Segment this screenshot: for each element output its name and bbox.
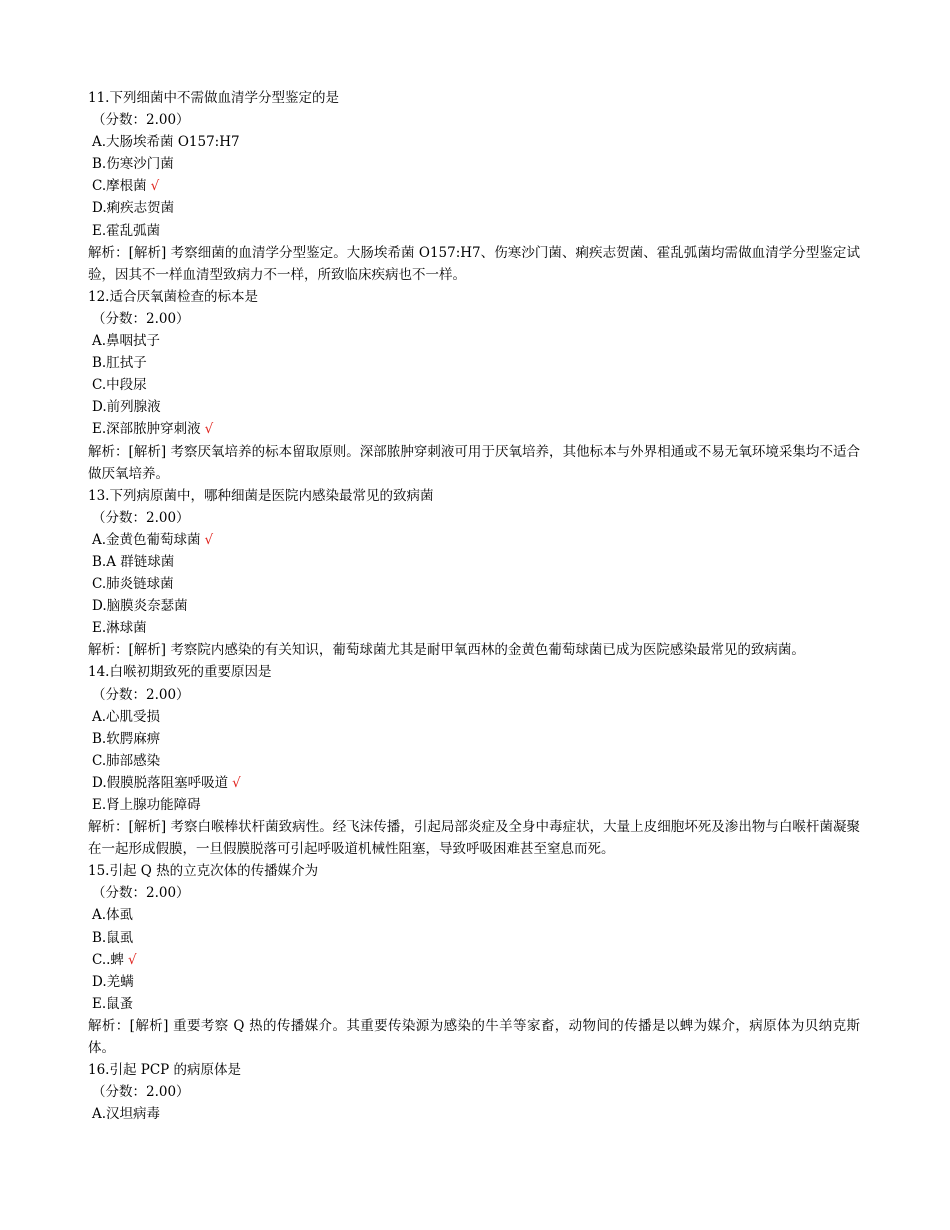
answer-analysis: 解析：[解析] 考察厌氧培养的标本留取原则。深部脓肿穿刺液可用于厌氧培养，其他标本与外界相通或不易无氧环境采集均不适合做厌氧培养。 <box>88 443 860 482</box>
answer-option-text: D.痢疾志贺菌 <box>92 200 175 217</box>
answer-option <box>88 131 860 153</box>
question-score: （分数：2.00） <box>92 509 190 526</box>
question-title: 11.下列细菌中不需做血清学分型鉴定的是 <box>88 90 339 106</box>
answer-option <box>88 175 860 197</box>
answer-option-text: B.A 群链球菌 <box>92 553 175 570</box>
question-block <box>88 485 860 662</box>
answer-option-text: B.鼠虱 <box>92 929 134 946</box>
answer-option-text: D.羌螨 <box>92 973 134 990</box>
answer-option-text: E.霍乱弧菌 <box>92 222 161 239</box>
answer-option <box>88 529 860 551</box>
question-title: 12.适合厌氧菌检查的标本是 <box>88 288 258 305</box>
question-title: 13.下列病原菌中，哪种细菌是医院内感染最常见的致病菌 <box>88 487 434 504</box>
question-block <box>88 860 860 1059</box>
answer-option <box>88 794 860 816</box>
answer-option-text: D.脑膜炎奈瑟菌 <box>92 598 188 615</box>
question-score: （分数：2.00） <box>92 310 190 327</box>
answer-option-text: E.肾上腺功能障碍 <box>92 797 201 813</box>
answer-option <box>88 153 860 175</box>
answer-option-text: C.中段尿 <box>92 377 147 394</box>
answer-analysis: 解析：[解析] 考察白喉棒状杆菌致病性。经飞沫传播，引起局部炎症及全身中毒症状，大量上皮细胞坏死及渗出物与白喉杆菌凝聚在一起形成假膜，一旦假膜脱落可引起呼吸道机械性阻塞，导致呼吸困难甚至窒息而死。 <box>88 819 860 858</box>
answer-analysis: 解析：[解析] 考察院内感染的有关知识，葡萄球菌尤其是耐甲氧西林的金黄色葡萄球菌已成为医院感染最常见的致病菌。 <box>88 642 805 659</box>
answer-option <box>88 197 860 219</box>
correct-answer-check-icon: √ <box>150 178 160 195</box>
answer-option-text: E.淋球菌 <box>92 620 147 637</box>
answer-option <box>88 949 860 971</box>
question-title: 16.引起 PCP 的病原体是 <box>88 1062 242 1079</box>
answer-option-text: A.大肠埃希菌 O157:H7 <box>92 134 240 151</box>
question-score: （分数：2.00） <box>92 1084 190 1101</box>
question-title: 15.引起 Q 热的立克次体的传播媒介为 <box>88 863 319 880</box>
question-score: （分数：2.00） <box>92 686 190 703</box>
question-title: 14.白喉初期致死的重要原因是 <box>88 664 272 681</box>
answer-option-text: B.软腭麻痹 <box>92 730 161 747</box>
question-document <box>88 87 860 1125</box>
answer-option <box>88 927 860 949</box>
question-block <box>88 286 860 485</box>
answer-option <box>88 220 860 242</box>
answer-option-text: A.金黄色葡萄球菌 <box>92 531 201 548</box>
question-score: （分数：2.00） <box>92 885 190 902</box>
answer-option-text: E.鼠蚤 <box>92 995 134 1012</box>
answer-option <box>88 1103 860 1125</box>
answer-option <box>88 330 860 352</box>
answer-option-text: A.鼻咽拭子 <box>92 333 161 350</box>
answer-option-text: C..蜱 <box>92 951 124 968</box>
answer-option <box>88 573 860 595</box>
answer-option <box>88 551 860 573</box>
answer-option-text: E.深部脓肿穿刺液 <box>92 421 201 438</box>
answer-option <box>88 617 860 639</box>
question-block <box>88 87 860 286</box>
answer-option-text: A.体虱 <box>92 907 134 924</box>
answer-option <box>88 352 860 374</box>
answer-analysis: 解析：[解析] 考察细菌的血清学分型鉴定。大肠埃希菌 O157:H7、伤寒沙门菌、痢疾志贺菌、霍乱弧菌均需做血清学分型鉴定试验，因其不一样血清型致病力不一样，所致临床疾病也不一样。 <box>88 244 860 283</box>
answer-option <box>88 772 860 794</box>
question-block <box>88 661 860 860</box>
answer-analysis: 解析：[解析] 重要考察 Q 热的传播媒介。其重要传染源为感染的牛羊等家畜，动物间的传播是以蜱为媒介，病原体为贝纳克斯体。 <box>88 1017 860 1057</box>
answer-option-text: C.摩根菌 <box>92 178 147 195</box>
question-block <box>88 1059 860 1125</box>
answer-option-text: D.假膜脱落阻塞呼吸道 <box>92 774 229 791</box>
answer-option <box>88 993 860 1015</box>
answer-option-text: B.肛拭子 <box>92 355 147 372</box>
answer-option <box>88 971 860 993</box>
answer-option-text: B.伤寒沙门菌 <box>92 156 174 173</box>
answer-option-text: C.肺部感染 <box>92 752 161 769</box>
answer-option-text: A.心肌受损 <box>92 708 161 725</box>
correct-answer-check-icon: √ <box>232 774 241 791</box>
answer-option <box>88 904 860 926</box>
answer-option <box>88 595 860 617</box>
answer-option-text: A.汉坦病毒 <box>92 1106 161 1123</box>
answer-option-text: D.前列腺液 <box>92 399 161 416</box>
answer-option <box>88 396 860 418</box>
answer-option <box>88 418 860 440</box>
answer-option <box>88 728 860 750</box>
answer-option-text: C.肺炎链球菌 <box>92 576 174 593</box>
answer-option <box>88 374 860 396</box>
correct-answer-check-icon: √ <box>204 421 214 438</box>
correct-answer-check-icon: √ <box>204 531 214 548</box>
question-score: （分数：2.00） <box>92 112 190 129</box>
answer-option <box>88 706 860 728</box>
correct-answer-check-icon: √ <box>127 951 137 968</box>
answer-option <box>88 750 860 772</box>
